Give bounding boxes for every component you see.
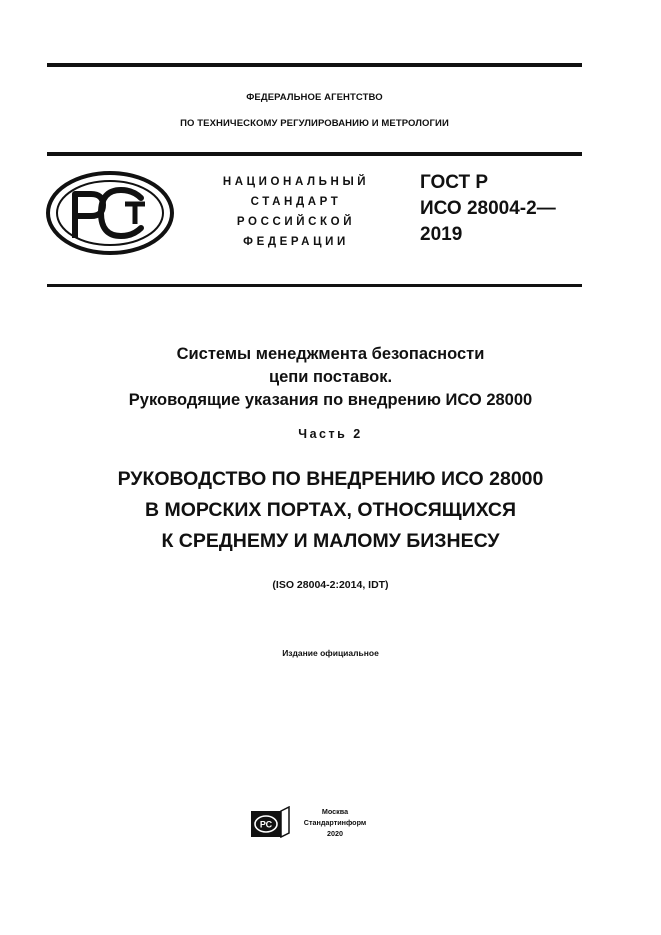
agency-line-1: ФЕДЕРАЛЬНОЕ АГЕНТСТВО (246, 92, 383, 103)
standard-designation (420, 170, 556, 248)
national-line: ФЕДЕРАЦИИ (243, 236, 349, 248)
top-rule (47, 63, 582, 67)
general-title-line: цепи поставок. (268, 368, 393, 386)
header-rule (47, 152, 582, 156)
edition-label: Издание официальное (282, 648, 379, 658)
national-standard-label (205, 172, 387, 252)
part-label: Часть 2 (298, 427, 363, 441)
publisher-name: Стандартинформ (303, 818, 367, 827)
national-line: НАЦИОНАЛЬНЫЙ (222, 176, 370, 188)
part-title-line: В МОРСКИХ ПОРТАХ, ОТНОСЯЩИХСЯ (144, 499, 517, 521)
publisher-year: 2020 (327, 829, 343, 838)
rst-mark-logo (45, 170, 175, 256)
national-line: РОССИЙСКОЙ (236, 216, 356, 228)
national-line: СТАНДАРТ (250, 196, 342, 208)
agency-line-2: ПО ТЕХНИЧЕСКОМУ РЕГУЛИРОВАНИЮ И МЕТРОЛОГИИ (180, 118, 449, 129)
block-rule (47, 284, 582, 287)
general-title (47, 343, 614, 412)
part-title (47, 464, 614, 557)
general-title-line: Системы менеджмента безопасности (176, 345, 485, 363)
part-title-line: К СРЕДНЕМУ И МАЛОМУ БИЗНЕСУ (161, 530, 500, 552)
standartinform-logo (250, 806, 290, 838)
iso-reference: (ISO 28004-2:2014, IDT) (272, 579, 389, 591)
publisher-block (298, 806, 372, 839)
general-title-line: Руководящие указания по внедрению ИСО 28000 (128, 391, 533, 409)
publisher-city: Москва (321, 807, 349, 816)
designation-line: 2019 (420, 224, 463, 245)
svg-text:РС: РС (259, 819, 273, 830)
designation-line: ГОСТ Р (420, 172, 489, 193)
part-title-line: РУКОВОДСТВО ПО ВНЕДРЕНИЮ ИСО 28000 (117, 468, 544, 490)
designation-line: ИСО 28004-2— (420, 198, 556, 219)
